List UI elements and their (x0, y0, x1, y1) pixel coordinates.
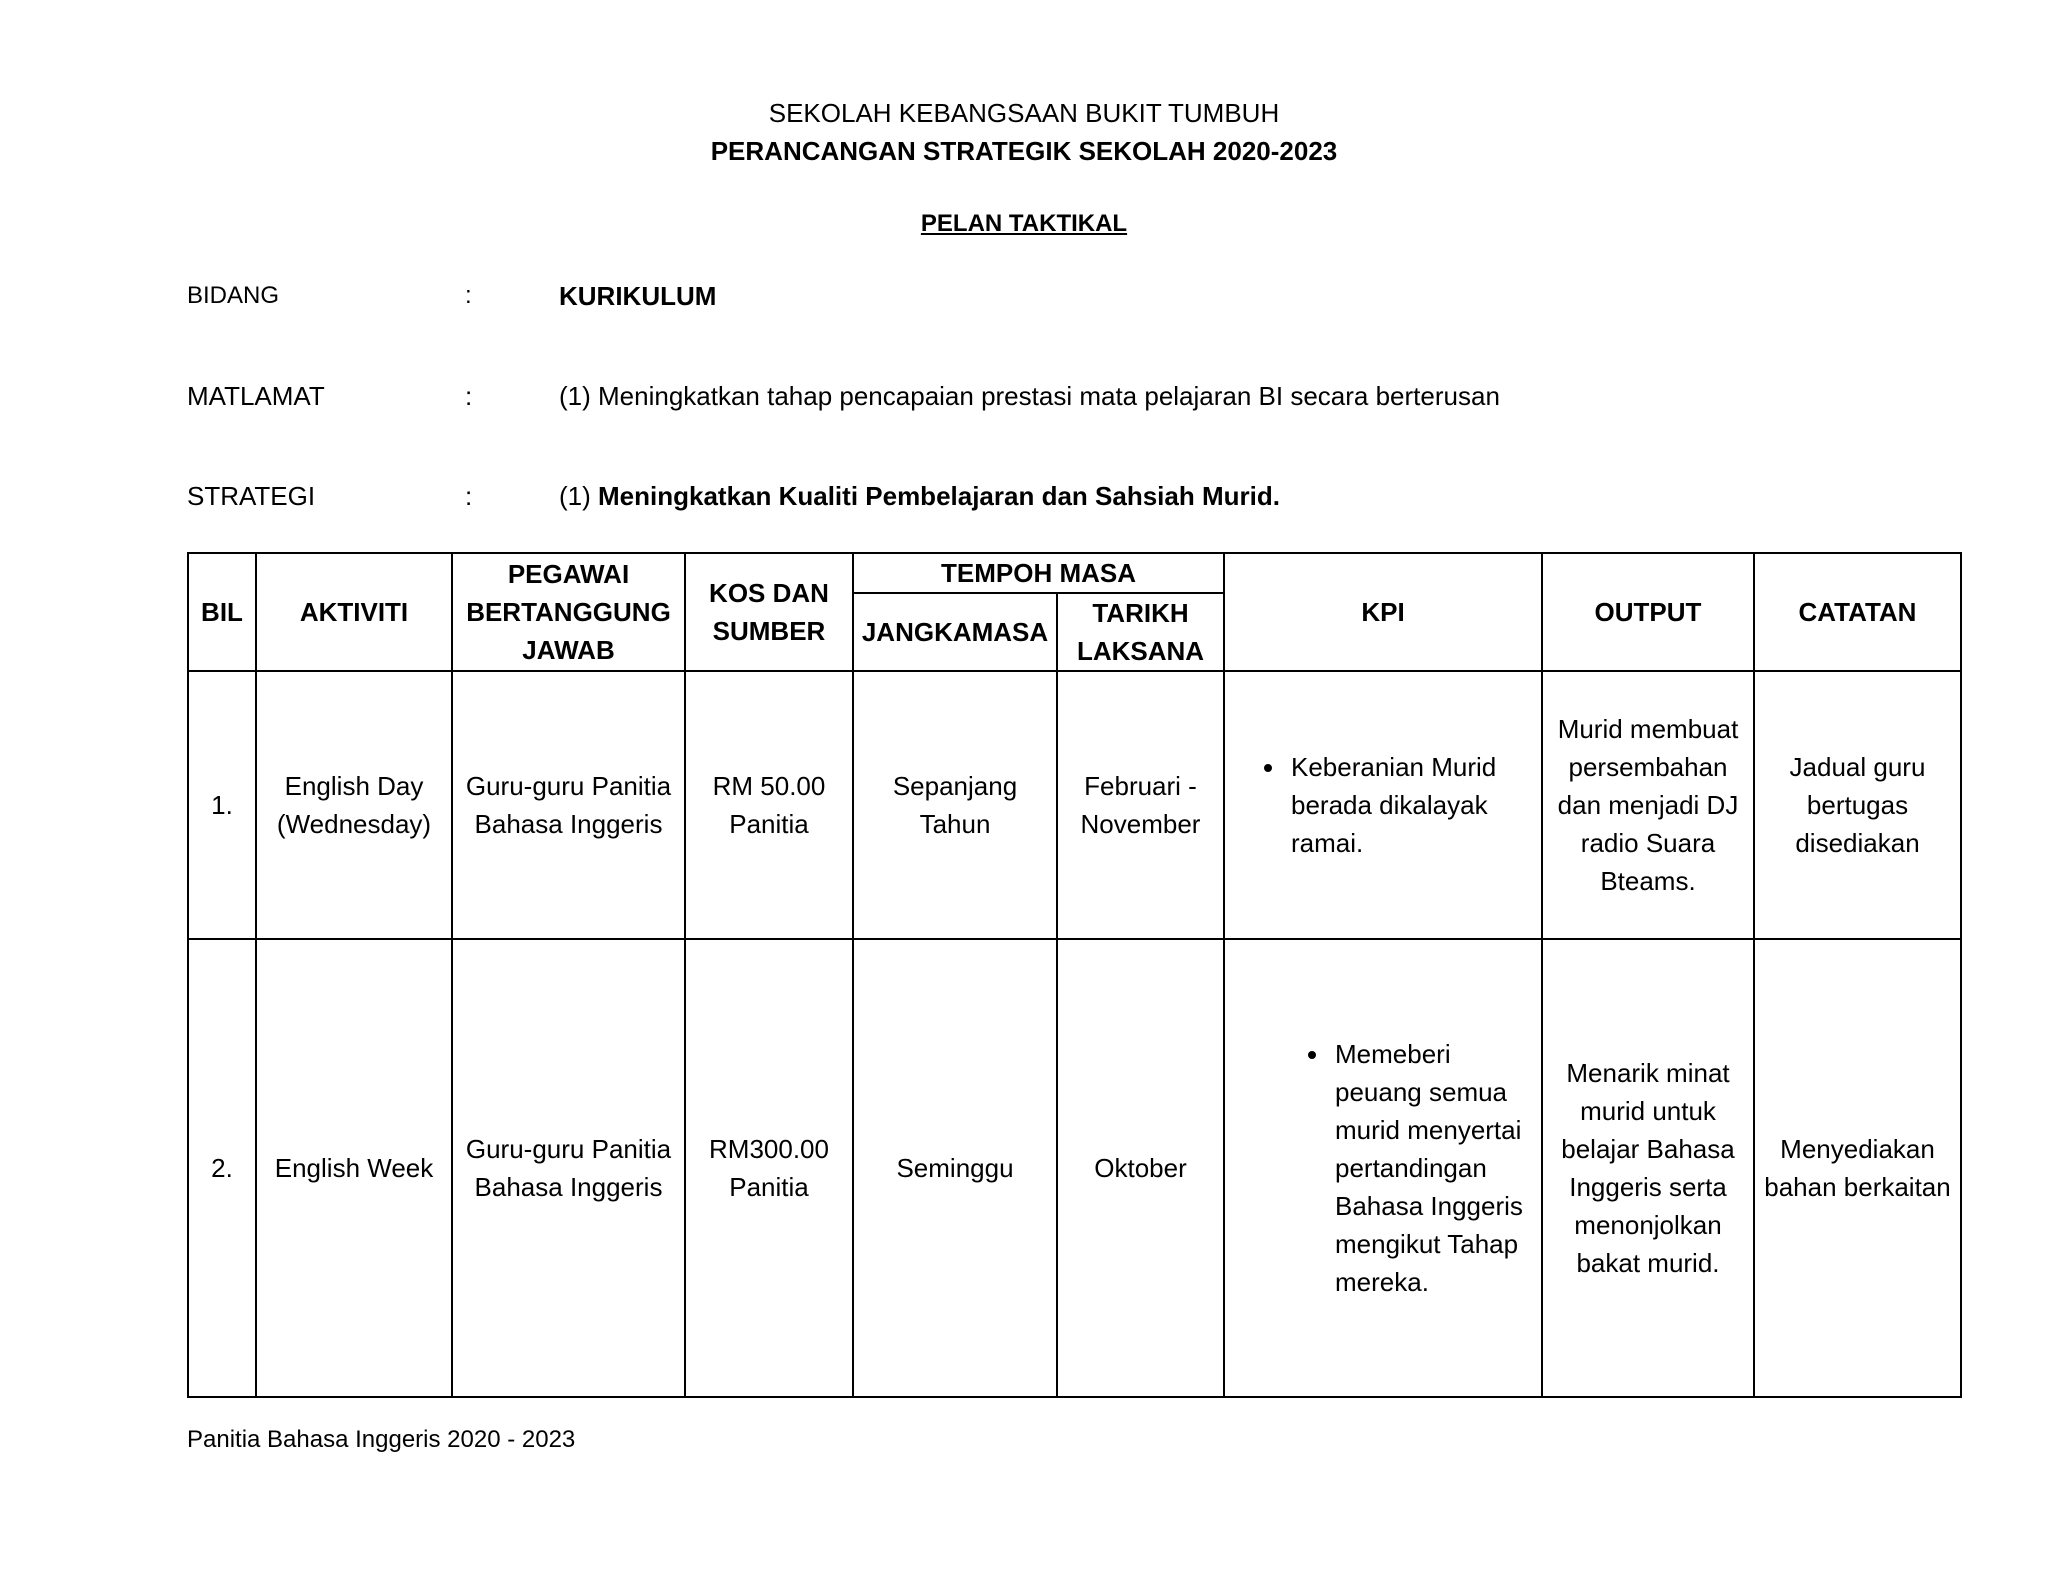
header-output: OUTPUT (1542, 553, 1754, 671)
table-row (188, 671, 1961, 939)
header-aktiviti: AKTIVITI (256, 553, 452, 671)
row-tarikh: Februari - November (1057, 671, 1224, 939)
header-tarikh-laksana: TARIKH LAKSANA (1057, 593, 1224, 671)
kpi-item: • Keberanian Murid berada dikalayak ramai. (1287, 748, 1535, 862)
tactical-plan-table (187, 552, 1962, 1398)
bidang-value: KURIKULUM (559, 281, 717, 311)
plan-title: PERANCANGAN STRATEGIK SEKOLAH 2020-2023 (710, 136, 1338, 166)
matlamat-row (187, 378, 1887, 414)
strategi-text: Meningkatkan Kualiti Pembelajaran dan Sahsiah Murid. (598, 481, 1280, 511)
footer-text: Panitia Bahasa Inggeris 2020 - 2023 (187, 1426, 576, 1453)
school-name: SEKOLAH KEBANGSAAN BUKIT TUMBUH (768, 98, 1280, 128)
row-kos: RM 50.00 Panitia (685, 671, 853, 939)
row-kpi (1224, 671, 1542, 939)
kpi-list (1231, 1035, 1535, 1301)
table-row (188, 939, 1961, 1397)
header-pegawai: PEGAWAI BERTANGGUNG JAWAB (452, 553, 685, 671)
strategi-prefix: (1) (559, 481, 598, 511)
header-kpi: KPI (1224, 553, 1542, 671)
matlamat-value: (1) Meningkatkan tahap pencapaian prestasi mata pelajaran BI secara berterusan (559, 381, 1500, 411)
bidang-label: BIDANG (187, 282, 280, 309)
header-bil: BIL (188, 553, 256, 671)
header-tempoh-masa: TEMPOH MASA (853, 553, 1224, 593)
row-catatan: Menyediakan bahan berkaitan (1754, 939, 1961, 1397)
matlamat-colon: : (465, 381, 473, 411)
section-title: PELAN TAKTIKAL (920, 210, 1128, 237)
row-pegawai: Guru-guru Panitia Bahasa Inggeris (452, 671, 685, 939)
row-output: Menarik minat murid untuk belajar Bahasa Inggeris serta menonjolkan bakat murid. (1542, 939, 1754, 1397)
matlamat-label: MATLAMAT (187, 381, 325, 411)
header-jangkamasa: JANGKAMASA (853, 593, 1057, 671)
row-kos: RM300.00 Panitia (685, 939, 853, 1397)
row-aktiviti: English Week (256, 939, 452, 1397)
row-bil: 1. (188, 671, 256, 939)
row-aktiviti: English Day (Wednesday) (256, 671, 452, 939)
row-bil: 2. (188, 939, 256, 1397)
strategi-label: STRATEGI (187, 481, 316, 511)
bidang-colon: : (465, 282, 472, 309)
row-kpi (1224, 939, 1542, 1397)
table-header-row (188, 553, 1961, 593)
header-kos: KOS DAN SUMBER (685, 553, 853, 671)
strategi-colon: : (465, 481, 473, 511)
kpi-item: • Memeberi peuang semua murid menyertai pertandingan Bahasa Inggeris mengikut Tahap mereka. (1331, 1035, 1535, 1301)
row-catatan: Jadual guru bertugas disediakan (1754, 671, 1961, 939)
strategi-value (559, 478, 1280, 514)
strategi-row (187, 478, 1887, 514)
row-jangkamasa: Seminggu (853, 939, 1057, 1397)
bidang-row (187, 278, 1887, 314)
row-output: Murid membuat persembahan dan menjadi DJ radio Suara Bteams. (1542, 671, 1754, 939)
row-pegawai: Guru-guru Panitia Bahasa Inggeris (452, 939, 685, 1397)
row-jangkamasa: Sepanjang Tahun (853, 671, 1057, 939)
kpi-list (1231, 748, 1535, 862)
row-tarikh: Oktober (1057, 939, 1224, 1397)
header-catatan: CATATAN (1754, 553, 1961, 671)
